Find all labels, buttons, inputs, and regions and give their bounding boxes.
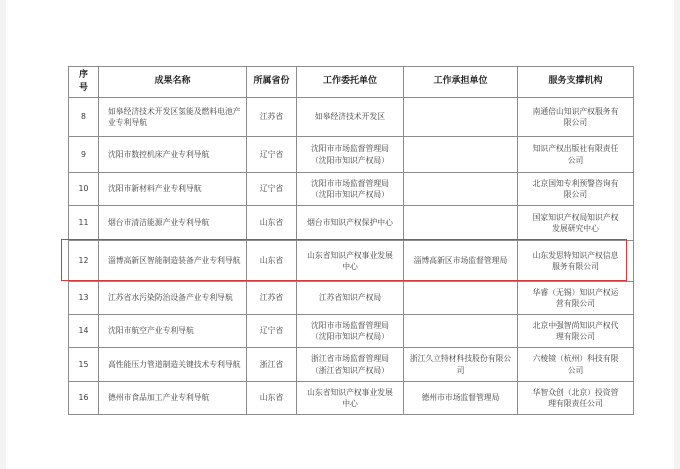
table-row — [69, 137, 634, 173]
cell-no: 9 — [69, 137, 99, 173]
cell-contractor — [404, 282, 518, 315]
cell-province: 浙江省 — [247, 348, 297, 382]
cell-name: 沈阳市航空产业专利导航 — [99, 315, 247, 348]
table-row — [69, 173, 634, 206]
cell-name: 沈阳市新材料产业专利导航 — [99, 173, 247, 206]
cell-name: 德州市食品加工产业专利导航 — [99, 382, 247, 415]
cell-province: 江苏省 — [247, 282, 297, 315]
cell-support: 山东发思特知识产权信息服务有限公司 — [518, 241, 634, 282]
document-page — [6, 0, 674, 469]
cell-client: 沈阳市市场监督管理局（沈阳市知识产权局） — [297, 315, 404, 348]
cell-province: 江苏省 — [247, 98, 297, 137]
cell-province: 辽宁省 — [247, 173, 297, 206]
cell-client: 沈阳市市场监督管理局（沈阳市知识产权局） — [297, 137, 404, 173]
header-name: 成果名称 — [99, 67, 247, 98]
cell-support: 知识产权出版社有限责任公司 — [518, 137, 634, 173]
cell-no: 16 — [69, 382, 99, 415]
table-row — [69, 382, 634, 415]
cell-client: 浙江省市场监督管理局（浙江省知识产权局） — [297, 348, 404, 382]
cell-no: 8 — [69, 98, 99, 137]
cell-contractor — [404, 206, 518, 241]
cell-province: 辽宁省 — [247, 137, 297, 173]
cell-province: 辽宁省 — [247, 315, 297, 348]
cell-name: 如皋经济技术开发区氢能及燃料电池产业专利导航 — [99, 98, 247, 137]
cell-client: 如皋经济技术开发区 — [297, 98, 404, 137]
table-row — [69, 282, 634, 315]
cell-contractor: 德州市市场监督管理局 — [404, 382, 518, 415]
cell-no: 12 — [69, 241, 99, 282]
cell-support: 南通倍山知识产权服务有限公司 — [518, 98, 634, 137]
cell-client: 山东省知识产权事业发展中心 — [297, 241, 404, 282]
cell-contractor: 浙江久立特材科技股份有限公司 — [404, 348, 518, 382]
cell-province: 山东省 — [247, 206, 297, 241]
cell-contractor — [404, 98, 518, 137]
cell-support: 华智众创（北京）投资管理有限责任公司 — [518, 382, 634, 415]
cell-contractor — [404, 173, 518, 206]
cell-no: 15 — [69, 348, 99, 382]
header-client: 工作委托单位 — [297, 67, 404, 98]
cell-province: 山东省 — [247, 241, 297, 282]
cell-no: 14 — [69, 315, 99, 348]
patent-navigation-table — [68, 66, 634, 415]
cell-province: 山东省 — [247, 382, 297, 415]
table-row — [69, 206, 634, 241]
header-contractor: 工作承担单位 — [404, 67, 518, 98]
cell-client: 山东省知识产权事业发展中心 — [297, 382, 404, 415]
header-province: 所属省份 — [247, 67, 297, 98]
cell-client: 沈阳市市场监督管理局（沈阳市知识产权局） — [297, 173, 404, 206]
cell-contractor: 淄博高新区市场监督管理局 — [404, 241, 518, 282]
cell-no: 11 — [69, 206, 99, 241]
cell-name: 江苏省水污染防治设备产业专利导航 — [99, 282, 247, 315]
cell-client: 烟台市知识产权保护中心 — [297, 206, 404, 241]
cell-support: 华睿（无锡）知识产权运营有限公司 — [518, 282, 634, 315]
cell-support: 六棱镜（杭州）科技有限公司 — [518, 348, 634, 382]
cell-contractor — [404, 137, 518, 173]
cell-name: 高性能压力管道制造关键技术专利导航 — [99, 348, 247, 382]
table-row-highlighted — [69, 241, 634, 282]
cell-name: 淄博高新区智能制造装备产业专利导航 — [99, 241, 247, 282]
cell-no: 10 — [69, 173, 99, 206]
cell-support: 国家知识产权局知识产权发展研究中心 — [518, 206, 634, 241]
header-support: 服务支撑机构 — [518, 67, 634, 98]
cell-client: 江苏省知识产权局 — [297, 282, 404, 315]
table-row — [69, 98, 634, 137]
cell-no: 13 — [69, 282, 99, 315]
cell-name: 沈阳市数控机床产业专利导航 — [99, 137, 247, 173]
cell-support: 北京中强智尚知识产权代理有限公司 — [518, 315, 634, 348]
cell-name: 烟台市清洁能源产业专利导航 — [99, 206, 247, 241]
table-row — [69, 315, 634, 348]
cell-support: 北京国知专利预警咨询有限公司 — [518, 173, 634, 206]
header-no: 序号 — [69, 67, 99, 98]
table-row — [69, 348, 634, 382]
table-header-row — [69, 67, 634, 98]
cell-contractor — [404, 315, 518, 348]
